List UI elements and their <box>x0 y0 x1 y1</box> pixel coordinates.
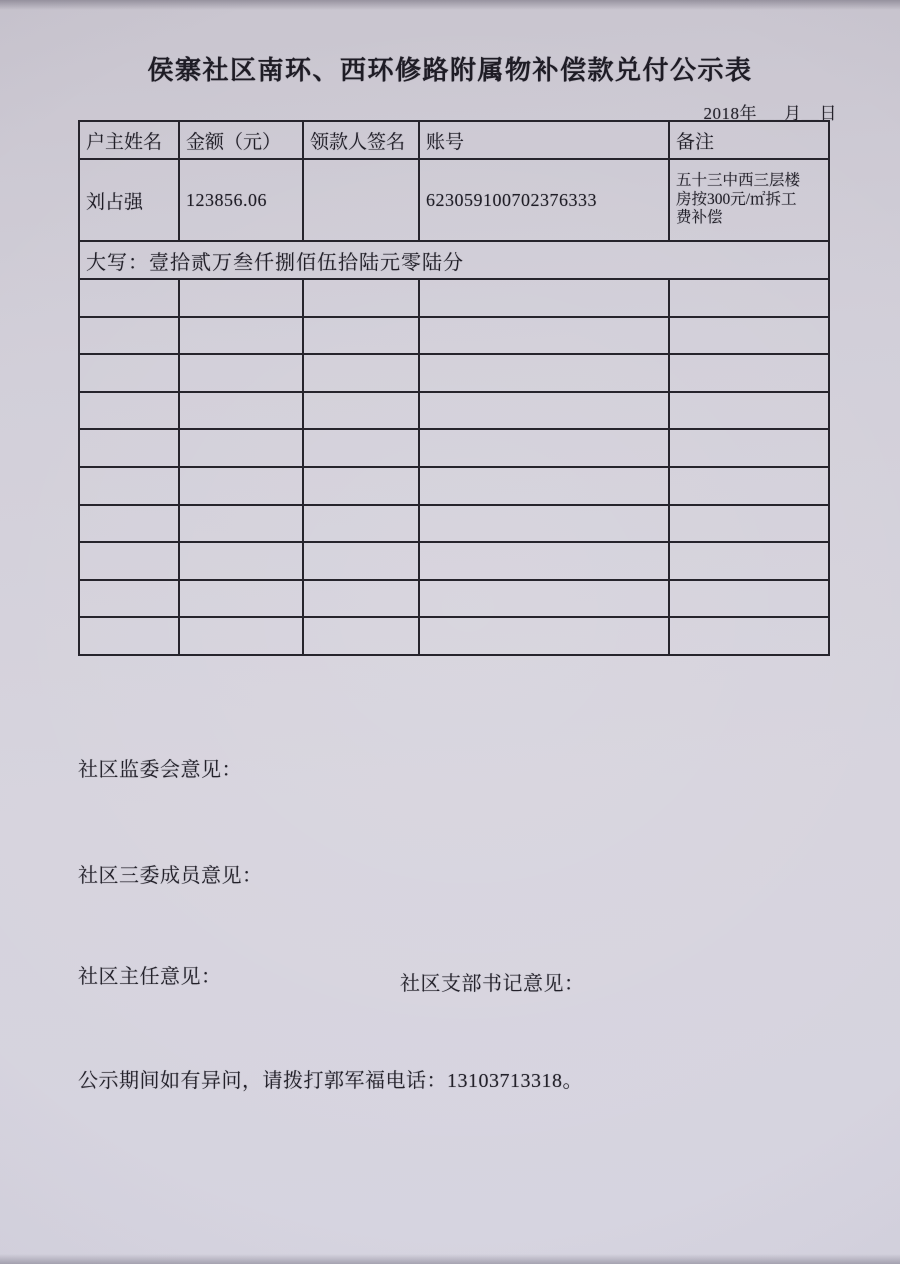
cell-amount: 123856.06 <box>179 159 303 241</box>
empty-cell <box>419 392 669 430</box>
empty-cell <box>303 505 419 543</box>
empty-cell <box>419 542 669 580</box>
director-opinion-label: 社区主任意见： <box>78 966 222 988</box>
empty-table-row <box>79 354 829 392</box>
empty-cell <box>419 617 669 655</box>
header-amount: 金额（元） <box>179 121 303 159</box>
empty-cell <box>79 429 179 467</box>
empty-cell <box>419 467 669 505</box>
table-body <box>79 159 829 655</box>
empty-cell <box>179 467 303 505</box>
cell-remarks <box>669 159 829 241</box>
empty-cell <box>79 354 179 392</box>
empty-cell <box>419 354 669 392</box>
empty-cell <box>179 617 303 655</box>
empty-cell <box>669 392 829 430</box>
table-header-row <box>79 121 829 159</box>
header-payee-signature: 领款人签名 <box>303 121 419 159</box>
empty-cell <box>303 542 419 580</box>
branch-secretary-opinion-label: 社区支部书记意见： <box>400 973 585 995</box>
empty-cell <box>303 429 419 467</box>
amount-in-words: 大写：壹拾贰万叁仟捌佰伍拾陆元零陆分 <box>79 241 829 279</box>
empty-cell <box>303 392 419 430</box>
empty-cell <box>669 354 829 392</box>
empty-cell <box>303 354 419 392</box>
empty-table-row <box>79 429 829 467</box>
empty-cell <box>79 617 179 655</box>
empty-cell <box>669 617 829 655</box>
header-remarks: 备注 <box>669 121 829 159</box>
empty-cell <box>179 429 303 467</box>
empty-cell <box>79 505 179 543</box>
empty-table-row <box>79 467 829 505</box>
empty-cell <box>419 580 669 618</box>
empty-cell <box>303 467 419 505</box>
empty-cell <box>79 542 179 580</box>
table-row <box>79 159 829 241</box>
empty-cell <box>179 542 303 580</box>
empty-cell <box>419 279 669 317</box>
empty-cell <box>419 429 669 467</box>
amount-in-words-row <box>79 241 829 279</box>
supervisory-committee-opinion-label: 社区监委会意见： <box>78 759 242 781</box>
empty-cell <box>79 392 179 430</box>
empty-cell <box>669 467 829 505</box>
cell-payee-signature <box>303 159 419 241</box>
empty-cell <box>179 392 303 430</box>
empty-table-row <box>79 505 829 543</box>
empty-cell <box>303 580 419 618</box>
photo-top-shadow <box>0 0 900 10</box>
empty-table-row <box>79 542 829 580</box>
cell-account-number: 623059100702376333 <box>419 159 669 241</box>
empty-table-row <box>79 317 829 355</box>
empty-cell <box>179 317 303 355</box>
empty-cell <box>303 617 419 655</box>
empty-table-row <box>79 392 829 430</box>
remark-text: 五十三中西三层楼房按300元/㎡拆工费补偿 <box>676 171 801 227</box>
empty-cell <box>669 505 829 543</box>
photo-bottom-shadow <box>0 1254 900 1264</box>
empty-table-row <box>79 279 829 317</box>
page-title: 侯寨社区南环、西环修路附属物补偿款兑付公示表 <box>147 56 753 85</box>
empty-cell <box>179 354 303 392</box>
empty-cell <box>79 317 179 355</box>
header-owner-name: 户主姓名 <box>79 121 179 159</box>
contact-note: 公示期间如有异问，请拨打郭军福电话：13103713318。 <box>78 1070 583 1092</box>
empty-cell <box>303 317 419 355</box>
cell-owner-name: 刘占强 <box>79 159 179 241</box>
empty-cell <box>669 279 829 317</box>
empty-cell <box>669 580 829 618</box>
empty-cell <box>303 279 419 317</box>
empty-cell <box>79 279 179 317</box>
empty-cell <box>79 580 179 618</box>
empty-cell <box>79 467 179 505</box>
empty-cell <box>419 317 669 355</box>
empty-cell <box>669 429 829 467</box>
empty-cell <box>179 580 303 618</box>
three-committees-opinion-label: 社区三委成员意见： <box>78 865 263 887</box>
header-account-number: 账号 <box>419 121 669 159</box>
empty-cell <box>669 317 829 355</box>
date-line: 2018年___月__日 <box>703 104 837 123</box>
empty-cell <box>179 505 303 543</box>
empty-table-row <box>79 617 829 655</box>
compensation-table <box>78 120 830 656</box>
empty-cell <box>179 279 303 317</box>
empty-cell <box>419 505 669 543</box>
empty-table-row <box>79 580 829 618</box>
empty-cell <box>669 542 829 580</box>
